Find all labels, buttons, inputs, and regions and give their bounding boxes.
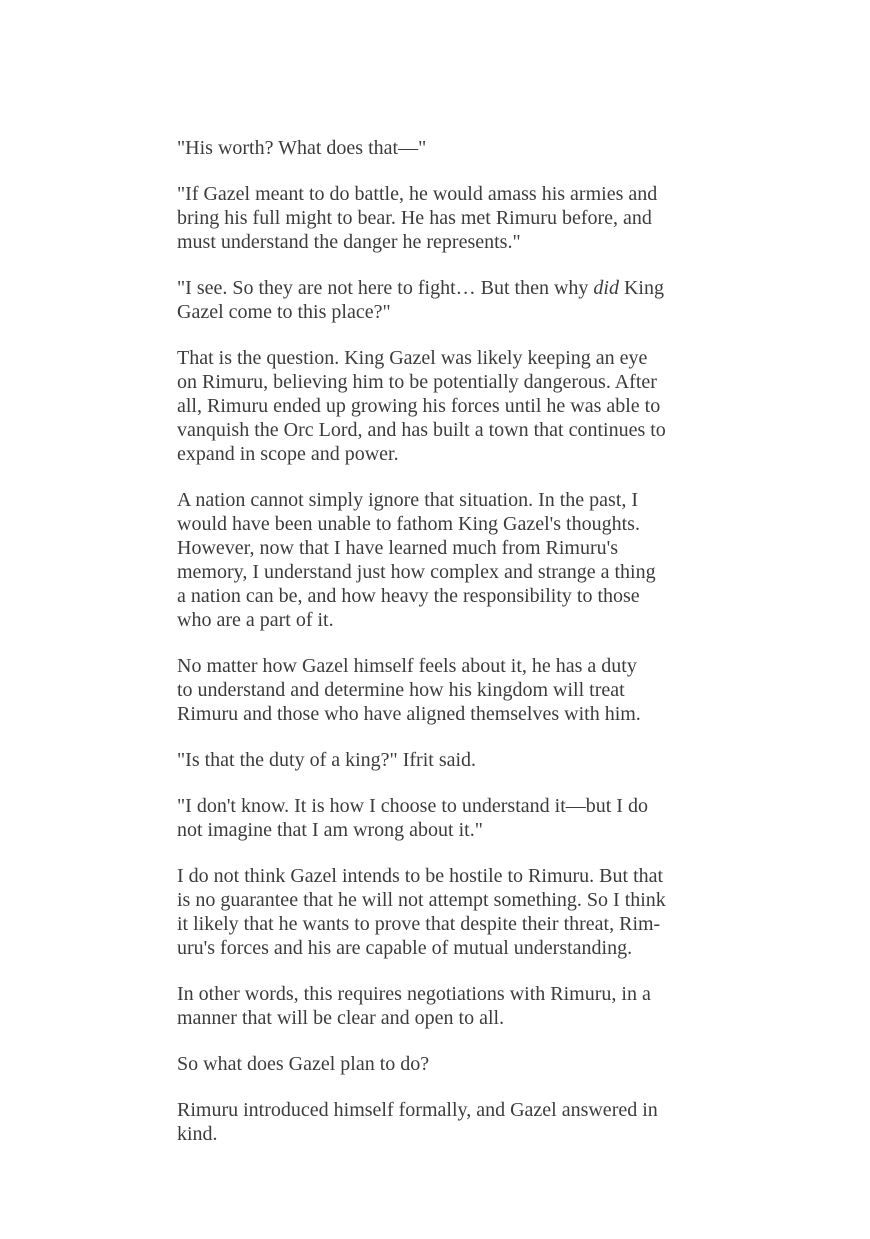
text-segment: Gazel come to this place?": [177, 301, 391, 323]
text-segment: it likely that he wants to prove that despite their threat, Rim-: [177, 913, 661, 935]
text-segment: A nation cannot simply ignore that situation. In the past, I: [177, 489, 639, 511]
paragraph: [177, 276, 722, 324]
paragraph: [177, 136, 722, 160]
text-line: [177, 584, 722, 608]
text-segment: on Rimuru, believing him to be potentially dangerous. After: [177, 371, 657, 393]
text-line: [177, 912, 722, 936]
text-line: [177, 182, 722, 206]
text-line: [177, 1122, 722, 1146]
text-line: [177, 560, 722, 584]
text-segment: all, Rimuru ended up growing his forces until he was able to: [177, 395, 661, 417]
text-line: [177, 654, 722, 678]
text-segment: must understand the danger he represents.": [177, 231, 521, 253]
text-segment: a nation can be, and how heavy the responsibility to those: [177, 585, 640, 607]
text-line: [177, 136, 722, 160]
text-line: [177, 678, 722, 702]
text-line: [177, 794, 722, 818]
paragraph: [177, 794, 722, 842]
text-line: [177, 864, 722, 888]
text-segment: bring his full might to bear. He has met Rimuru before, and: [177, 207, 652, 229]
text-line: [177, 488, 722, 512]
text-segment: Rimuru and those who have aligned themselves with him.: [177, 703, 641, 725]
paragraph: [177, 488, 722, 632]
text-line: [177, 1098, 722, 1122]
paragraph: [177, 864, 722, 960]
text-line: [177, 206, 722, 230]
text-line: [177, 1006, 722, 1030]
text-segment: who are a part of it.: [177, 609, 334, 631]
text-segment: So what does Gazel plan to do?: [177, 1053, 430, 1075]
text-line: [177, 276, 722, 300]
paragraph: [177, 182, 722, 254]
paragraph: [177, 1052, 722, 1076]
text-line: [177, 748, 722, 772]
text-segment: I do not think Gazel intends to be hostile to Rimuru. But that: [177, 865, 664, 887]
text-segment: However, now that I have learned much from Rimuru's: [177, 537, 619, 559]
text-line: [177, 442, 722, 466]
text-segment: "I see. So they are not here to fight… But then why: [177, 277, 594, 299]
text-segment: No matter how Gazel himself feels about it, he has a duty: [177, 655, 637, 677]
text-line: [177, 608, 722, 632]
paragraph: [177, 654, 722, 726]
text-segment: vanquish the Orc Lord, and has built a town that continues to: [177, 419, 666, 441]
text-line: [177, 370, 722, 394]
text-segment: "His worth? What does that—": [177, 137, 427, 159]
text-segment: King: [618, 277, 664, 299]
text-line: [177, 888, 722, 912]
text-segment: kind.: [177, 1123, 218, 1145]
text-segment: would have been unable to fathom King Gazel's thoughts.: [177, 513, 640, 535]
paragraph: [177, 346, 722, 466]
text-line: [177, 346, 722, 370]
text-segment: In other words, this requires negotiations with Rimuru, in a: [177, 983, 651, 1005]
text-segment: to understand and determine how his kingdom will treat: [177, 679, 625, 701]
text-line: [177, 394, 722, 418]
text-segment: memory, I understand just how complex and strange a thing: [177, 561, 656, 583]
text-line: [177, 1052, 722, 1076]
text-segment: expand in scope and power.: [177, 443, 399, 465]
text-segment: Rimuru introduced himself formally, and Gazel answered in: [177, 1099, 658, 1121]
paragraph: [177, 982, 722, 1030]
page-text: [177, 136, 722, 1168]
text-segment: manner that will be clear and open to all.: [177, 1007, 505, 1029]
text-line: [177, 536, 722, 560]
text-segment: "Is that the duty of a king?" Ifrit said.: [177, 749, 477, 771]
text-line: [177, 512, 722, 536]
text-line: [177, 300, 722, 324]
text-segment: uru's forces and his are capable of mutual understanding.: [177, 937, 633, 959]
text-line: [177, 702, 722, 726]
text-segment: "I don't know. It is how I choose to understand it—but I do: [177, 795, 648, 817]
text-segment: That is the question. King Gazel was likely keeping an eye: [177, 347, 648, 369]
text-line: [177, 818, 722, 842]
paragraph: [177, 748, 722, 772]
paragraph: [177, 1098, 722, 1146]
text-line: [177, 418, 722, 442]
text-segment: not imagine that I am wrong about it.": [177, 819, 483, 841]
text-segment: is no guarantee that he will not attempt something. So I think: [177, 889, 666, 911]
text-line: [177, 982, 722, 1006]
text-line: [177, 230, 722, 254]
text-segment: did: [593, 277, 619, 299]
text-segment: "If Gazel meant to do battle, he would amass his armies and: [177, 183, 658, 205]
text-line: [177, 936, 722, 960]
